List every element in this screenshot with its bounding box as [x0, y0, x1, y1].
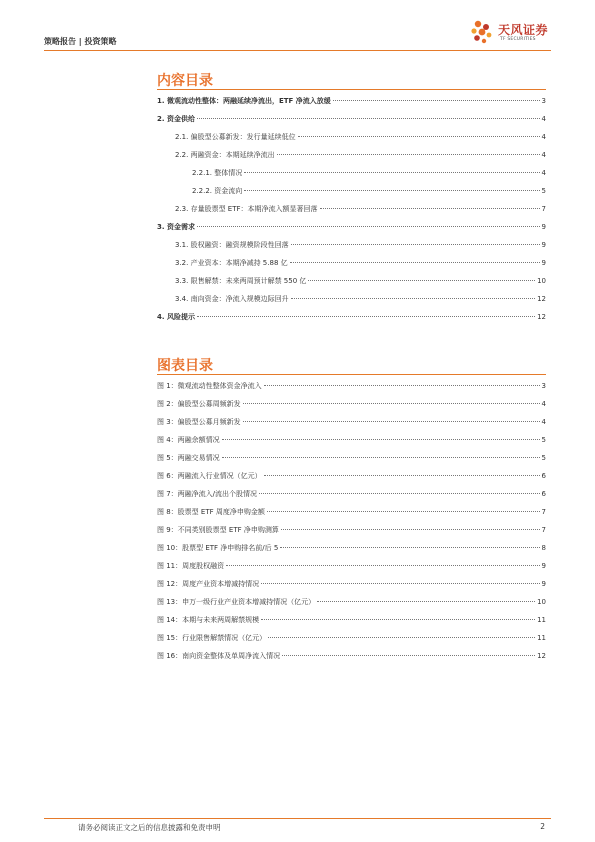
toc-entry[interactable]: [157, 222, 546, 232]
toc-leader-dots: [268, 637, 535, 638]
footer-disclaimer: 请务必阅读正文之后的信息披露和免责申明: [78, 823, 221, 832]
toc-entry[interactable]: [175, 276, 546, 286]
toc-entry-page: 3: [541, 97, 546, 105]
toc-entry-label: 2. 资金供给: [157, 115, 195, 123]
figure-entry-page: 4: [541, 400, 546, 408]
figures-title: 图表目录: [157, 358, 213, 374]
toc-leader-dots: [317, 601, 535, 602]
contents-title-rule: [157, 89, 546, 90]
toc-leader-dots: [197, 118, 540, 119]
toc-entry-label: 2.2.2. 资金流向: [192, 187, 243, 195]
toc-leader-dots: [264, 475, 540, 476]
figure-entry-label: 图 15：行业限售解禁情况（亿元）: [157, 634, 267, 642]
toc-leader-dots: [197, 316, 535, 317]
figure-entry-page: 6: [541, 472, 546, 480]
toc-entry-page: 4: [541, 151, 546, 159]
toc-entry[interactable]: [175, 240, 546, 250]
toc-leader-dots: [197, 226, 540, 227]
toc-leader-dots: [244, 190, 539, 191]
toc-leader-dots: [291, 244, 540, 245]
figure-entry[interactable]: [157, 543, 546, 553]
figure-entry-page: 5: [541, 436, 546, 444]
figure-entry[interactable]: [157, 399, 546, 409]
figure-entry-label: 图 16：南向资金整体及单周净流入情况: [157, 652, 281, 660]
toc-entry-page: 10: [537, 277, 546, 285]
figure-entry-page: 11: [537, 634, 546, 642]
toc-entry-page: 7: [541, 205, 546, 213]
figure-entry[interactable]: [157, 525, 546, 535]
toc-leader-dots: [259, 493, 539, 494]
figure-entry-label: 图 1：微观流动性整体资金净流入: [157, 382, 262, 390]
toc-entry-page: 4: [541, 115, 546, 123]
toc-entry-label: 2.2. 两融资金：本期延续净流出: [175, 151, 275, 159]
toc-leader-dots: [261, 619, 535, 620]
toc-leader-dots: [280, 547, 539, 548]
figure-entry[interactable]: [157, 507, 546, 517]
toc-entry[interactable]: [175, 150, 546, 160]
toc-leader-dots: [222, 439, 540, 440]
toc-entry-label: 3.4. 南向资金：净流入规模边际回升: [175, 295, 289, 303]
figure-entry-page: 4: [541, 418, 546, 426]
toc-entry-page: 9: [541, 259, 546, 267]
figure-entry-label: 图 13：申万一级行业产业资本增减持情况（亿元）: [157, 598, 316, 606]
toc-entry-label: 3. 资金需求: [157, 223, 195, 231]
flower-logo-icon: [468, 18, 496, 48]
figure-entry-label: 图 6：两融流入行业情况（亿元）: [157, 472, 262, 480]
figure-entry-label: 图 5：两融交易情况: [157, 454, 220, 462]
logo-chinese-name: 天风证券: [498, 23, 549, 37]
toc-leader-dots: [243, 403, 540, 404]
report-category: 策略报告 | 投资策略: [44, 37, 117, 46]
toc-leader-dots: [290, 262, 540, 263]
toc-leader-dots: [261, 583, 539, 584]
toc-entry-label: 3.3. 限售解禁：未来两周预计解禁 550 亿: [175, 277, 307, 285]
figure-entry-page: 12: [537, 652, 546, 660]
toc-entry[interactable]: [157, 96, 546, 106]
toc-leader-dots: [308, 280, 535, 281]
logo-english-name: TF SECURITIES: [500, 37, 536, 42]
toc-entry[interactable]: [175, 294, 546, 304]
toc-entry-page: 12: [537, 295, 546, 303]
figure-entry-label: 图 2：偏股型公募周频新发: [157, 400, 241, 408]
figure-entry[interactable]: [157, 453, 546, 463]
figure-entry-label: 图 9：不同类别股票型 ETF 净申购测算: [157, 526, 279, 534]
figure-entry[interactable]: [157, 633, 546, 643]
figure-entry-page: 9: [541, 580, 546, 588]
toc-leader-dots: [244, 172, 539, 173]
figure-entry-label: 图 10：股票型 ETF 净申购排名前/后 5: [157, 544, 279, 552]
figure-entry[interactable]: [157, 561, 546, 571]
footer-page-number: 2: [540, 822, 545, 831]
figure-entry-page: 6: [541, 490, 546, 498]
figure-entry-label: 图 3：偏股型公募月频新发: [157, 418, 241, 426]
toc-entry[interactable]: [175, 258, 546, 268]
figure-entry-page: 5: [541, 454, 546, 462]
toc-leader-dots: [243, 421, 540, 422]
toc-leader-dots: [226, 565, 539, 566]
toc-entry-label: 2.3. 存量股票型 ETF：本期净流入额显著回落: [175, 205, 318, 213]
toc-entry[interactable]: [192, 168, 546, 178]
figure-entry-label: 图 12：周度产业资本增减持情况: [157, 580, 260, 588]
figure-entry-page: 3: [541, 382, 546, 390]
toc-leader-dots: [264, 385, 540, 386]
toc-entry-label: 3.2. 产业资本：本期净减持 5.88 亿: [175, 259, 288, 267]
toc-leader-dots: [277, 154, 540, 155]
toc-entry-label: 1. 微观流动性整体：两融延续净流出，ETF 净流入放缓: [157, 97, 331, 105]
figure-entry[interactable]: [157, 615, 546, 625]
toc-leader-dots: [333, 100, 540, 101]
footer-divider: [44, 818, 551, 819]
figure-entry[interactable]: [157, 651, 546, 661]
figure-entry[interactable]: [157, 579, 546, 589]
toc-leader-dots: [298, 136, 540, 137]
figure-entry-page: 7: [541, 526, 546, 534]
figure-entry[interactable]: [157, 489, 546, 499]
figure-entry[interactable]: [157, 471, 546, 481]
toc-leader-dots: [320, 208, 540, 209]
contents-title: 内容目录: [157, 73, 213, 89]
figure-entry-label: 图 14：本期与未来两周解禁规模: [157, 616, 260, 624]
toc-entry-label: 2.2.1. 整体情况: [192, 169, 243, 177]
company-logo: [468, 18, 564, 50]
toc-leader-dots: [222, 457, 540, 458]
figure-entry-page: 8: [541, 544, 546, 552]
toc-leader-dots: [267, 511, 540, 512]
figure-entry[interactable]: [157, 381, 546, 391]
figure-entry-label: 图 8：股票型 ETF 周度净申购金额: [157, 508, 265, 516]
toc-leader-dots: [291, 298, 535, 299]
figure-entry-page: 10: [537, 598, 546, 606]
figure-entry-page: 7: [541, 508, 546, 516]
toc-leader-dots: [281, 529, 540, 530]
toc-entry[interactable]: [192, 186, 546, 196]
toc-entry-page: 9: [541, 241, 546, 249]
figure-entry[interactable]: [157, 597, 546, 607]
toc-leader-dots: [282, 655, 535, 656]
figure-entry-page: 11: [537, 616, 546, 624]
figure-entry-label: 图 4：两融余额情况: [157, 436, 220, 444]
toc-entry-page: 4: [541, 133, 546, 141]
toc-entry-label: 3.1. 股权融资：融资规模阶段性回落: [175, 241, 289, 249]
toc-entry-label: 4. 风险提示: [157, 313, 195, 321]
toc-entry-label: 2.1. 偏股型公募新发：发行量延续低位: [175, 133, 296, 141]
figure-entry-label: 图 11：周度股权融资: [157, 562, 225, 570]
toc-entry[interactable]: [157, 312, 546, 322]
toc-entry[interactable]: [175, 204, 546, 214]
toc-entry[interactable]: [175, 132, 546, 142]
figures-title-rule: [157, 374, 546, 375]
figure-entry-label: 图 7：两融净流入/流出个股情况: [157, 490, 258, 498]
figure-entry[interactable]: [157, 435, 546, 445]
figure-entry[interactable]: [157, 417, 546, 427]
toc-entry[interactable]: [157, 114, 546, 124]
toc-entry-page: 5: [541, 187, 546, 195]
header-divider: [44, 50, 551, 51]
toc-entry-page: 4: [541, 169, 546, 177]
toc-entry-page: 12: [537, 313, 546, 321]
toc-entry-page: 9: [541, 223, 546, 231]
figure-entry-page: 9: [541, 562, 546, 570]
